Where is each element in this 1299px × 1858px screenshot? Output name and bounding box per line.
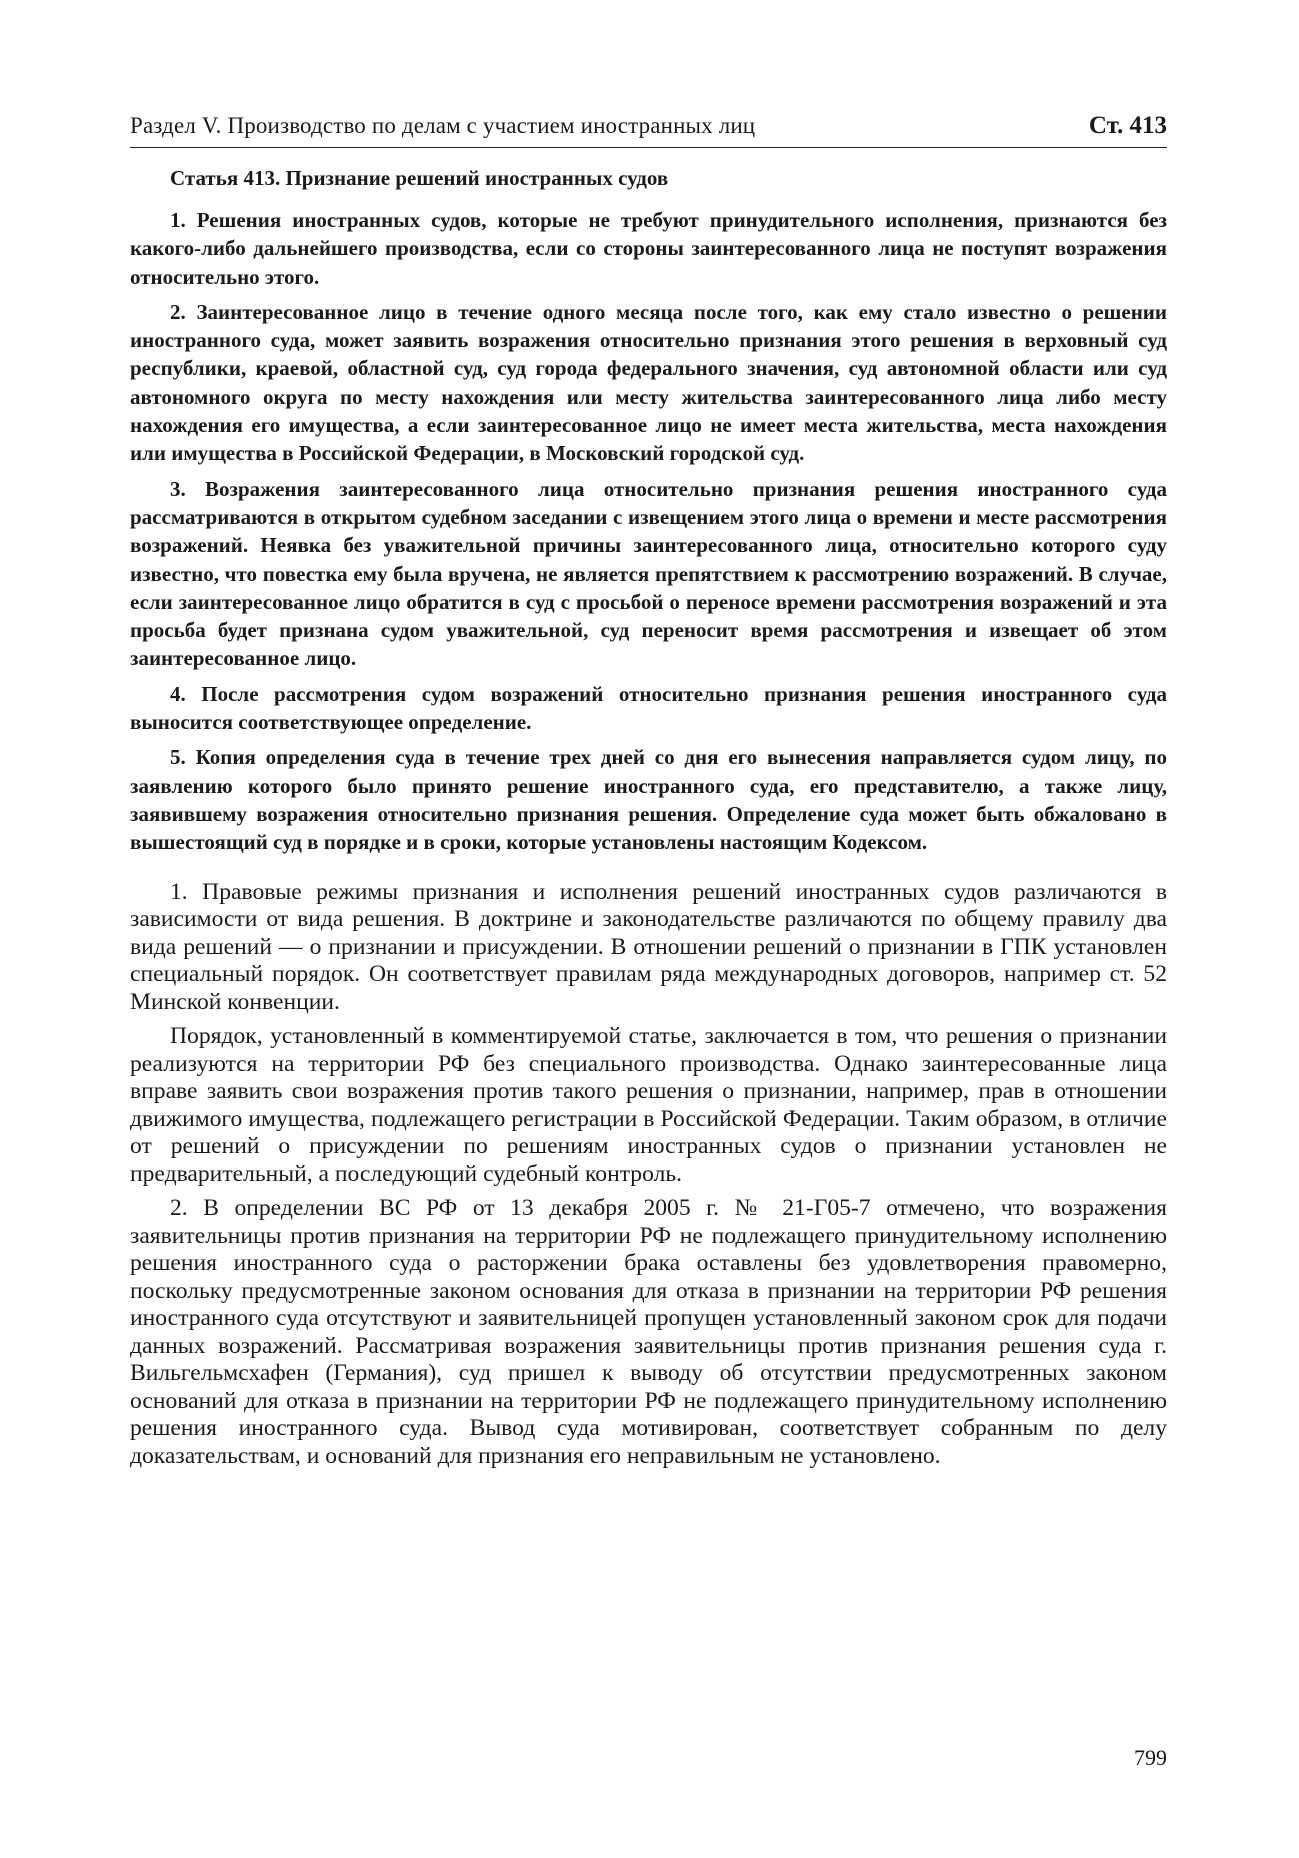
article-paragraph-5: 5. Копия определения суда в течение трех дней со дня его вынесения направляется судом лицу, по заявлению которого было принято решение иностранного суда, его представителю, а также лицу, заявившему возражения относительно признания решения. Определение суда может быть обжаловано в вышестоящий суд в порядке и в сроки, которые установлены настоящим Кодексом. (130, 745, 1167, 855)
page-number: 799 (1134, 1745, 1167, 1770)
running-header (130, 112, 1167, 148)
article-text (130, 206, 1167, 857)
commentary-text (130, 879, 1167, 1471)
header-article-number: Ст. 413 (1088, 112, 1167, 139)
document-page (130, 112, 1167, 1812)
article-paragraph-1: 1. Решения иностранных судов, которые не требуют принудительного исполнения, признаются без какого-либо дальнейшего производства, если со стороны заинтересованного лица не поступят возражения относительно этого. (130, 208, 1167, 289)
article-title: Статья 413. Признание решений иностранных судов (170, 166, 669, 190)
article-paragraph-3: 3. Возражения заинтересованного лица относительно признания решения иностранного суда рассматриваются в открытом судебном заседании с извещением этого лица о времени и месте рассмотрения возражений. Неявка без уважительной причины заинтересованного лица, относительно которого суду известно, что повестка ему была вручена, не является препятствием к рассмотрению возражений. В случае, если заинтересованное лицо обратится в суд с просьбой о переносе времени рассмотрения возражений и эта просьба будет признана судом уважительной, суд переносит время рассмотрения и извещает об этом заинтересованное лицо. (130, 476, 1167, 671)
commentary-paragraph-1: 1. Правовые режимы признания и исполнения решений иностранных судов различаются в зависимости от вида решения. В доктрине и законодательстве различаются по общему правилу два вида решений — о признании и присуждении. В отношении решений о признании в ГПК установлен специальный порядок. Он соответствует правилам ряда международных договоров, например ст. 52 Минской конвенции. (130, 878, 1167, 1015)
commentary-paragraph-3: 2. В определении ВС РФ от 13 декабря 2005 г. № 21-Г05-7 отмечено, что возражения заявительницы против признания на территории РФ не подлежащего принудительному исполнению решения иностранного суда о расторжении брака оставлены без удовлетворения правомерно, поскольку предусмотренные законом основания для отказа в признании на территории РФ решения иностранного суда отсутствуют и заявительницей пропущен установленный законом срок для подачи данных возражений. Рассматривая возражения заявительницы против признания решения суда г. Вильгельмсхафен (Германия), суд пришел к выводу об отсутствии предусмотренных законом оснований для отказа в признании на территории РФ не подлежащего принудительному исполнению решения иностранного суда. Вывод суда мотивирован, соответствует собранным по делу доказательствам, и оснований для признания его неправильным не установлено. (130, 1195, 1167, 1469)
article-paragraph-4: 4. После рассмотрения судом возражений относительно признания решения иностранного суда выносится соответствующее определение. (130, 681, 1167, 735)
header-section-title: Раздел V. Производство по делам с участием иностранных лиц (130, 113, 756, 138)
article-paragraph-2: 2. Заинтересованное лицо в течение одного месяца после того, как ему стало известно о решении иностранного суда, может заявить возражения относительно признания этого решения в верховный суд республики, краевой, областной суд, суд города федерального значения, суд автономной области или суд автономного округа по месту нахождения или месту жительства заинтересованного лица либо месту нахождения его имущества, а если заинтересованное лицо не имеет места жительства, места нахождения или имущества в Российской Федерации, в Московский городской суд. (130, 299, 1167, 466)
commentary-paragraph-2: Порядок, установленный в комментируемой статье, заключается в том, что решения о признании реализуются на территории РФ без специального производства. Однако заинтересованные лица вправе заявить свои возражения против такого решения о признании, например, прав в отношении движимого имущества, подлежащего регистрации в Российской Федерации. Таким образом, в отличие от решений о присуждении по решениям иностранных судов о признании установлен не предварительный, а последующий судебный контроль. (130, 1023, 1167, 1187)
